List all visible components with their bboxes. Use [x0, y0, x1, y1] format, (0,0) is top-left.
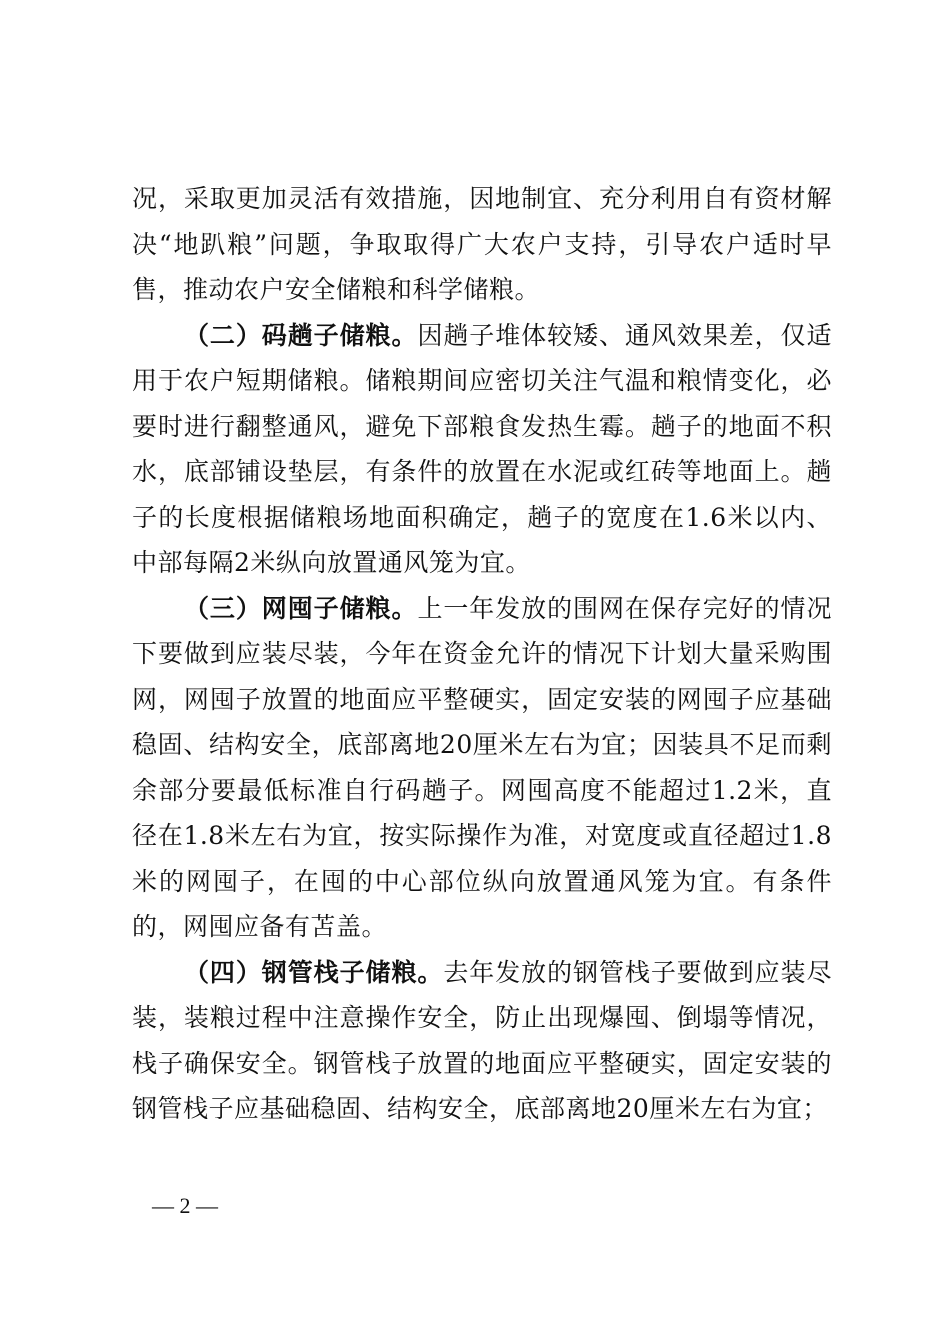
page-number: — 2 — — [152, 1193, 218, 1218]
document-body — [132, 176, 832, 1132]
section-heading-4: （四）钢管栈子储粮。 — [184, 957, 444, 987]
paragraph-text: 去年发放的钢管栈子要做到应装尽装，装粮过程中注意操作安全，防止出现爆囤、倒塌等情况，栈子确保安全。钢管栈子放置的地面应平整硬实，固定安装的钢管栈子应基础稳固、结构安全，底部离地20厘米左右为宜； — [132, 957, 832, 1123]
paragraph-wang-tunzi — [132, 586, 832, 950]
paragraph-text: 因趟子堆体较矮、通风效果差，仅适用于农户短期储粮。储粮期间应密切关注气温和粮情变化，必要时进行翻整通风，避免下部粮食发热生霉。趟子的地面不积水，底部铺设垫层，有条件的放置在水泥或红砖等地面上。趟子的长度根据储粮场地面积确定，趟子的宽度在1.6米以内、中部每隔2米纵向放置通风笼为宜。 — [132, 320, 832, 577]
section-heading-3: （三）网囤子储粮。 — [184, 593, 418, 623]
paragraph-text: 况，采取更加灵活有效措施，因地制宜、充分利用自有资材解决“地趴粮”问题，争取取得广大农户支持，引导农户适时早售，推动农户安全储粮和科学储粮。 — [132, 184, 832, 304]
paragraph-continuation — [132, 176, 832, 313]
paragraph-ma-tangzi — [132, 313, 832, 586]
paragraph-text: 上一年发放的围网在保存完好的情况下要做到应装尽装，今年在资金允许的情况下计划大量采购围网，网囤子放置的地面应平整硬实，固定安装的网囤子应基础稳固、结构安全，底部离地20厘米左右为宜；因装具不足而剩余部分要最低标准自行码趟子。网囤高度不能超过1.2米，直径在1.8米左右为宜，按实际操作为准，对宽度或直径超过1.8米的网囤子，在囤的中心部位纵向放置通风笼为宜。有条件的，网囤应备有苫盖。 — [132, 593, 832, 941]
section-heading-2: （二）码趟子储粮。 — [184, 320, 418, 350]
paragraph-gangguan-zhanzi — [132, 950, 832, 1132]
